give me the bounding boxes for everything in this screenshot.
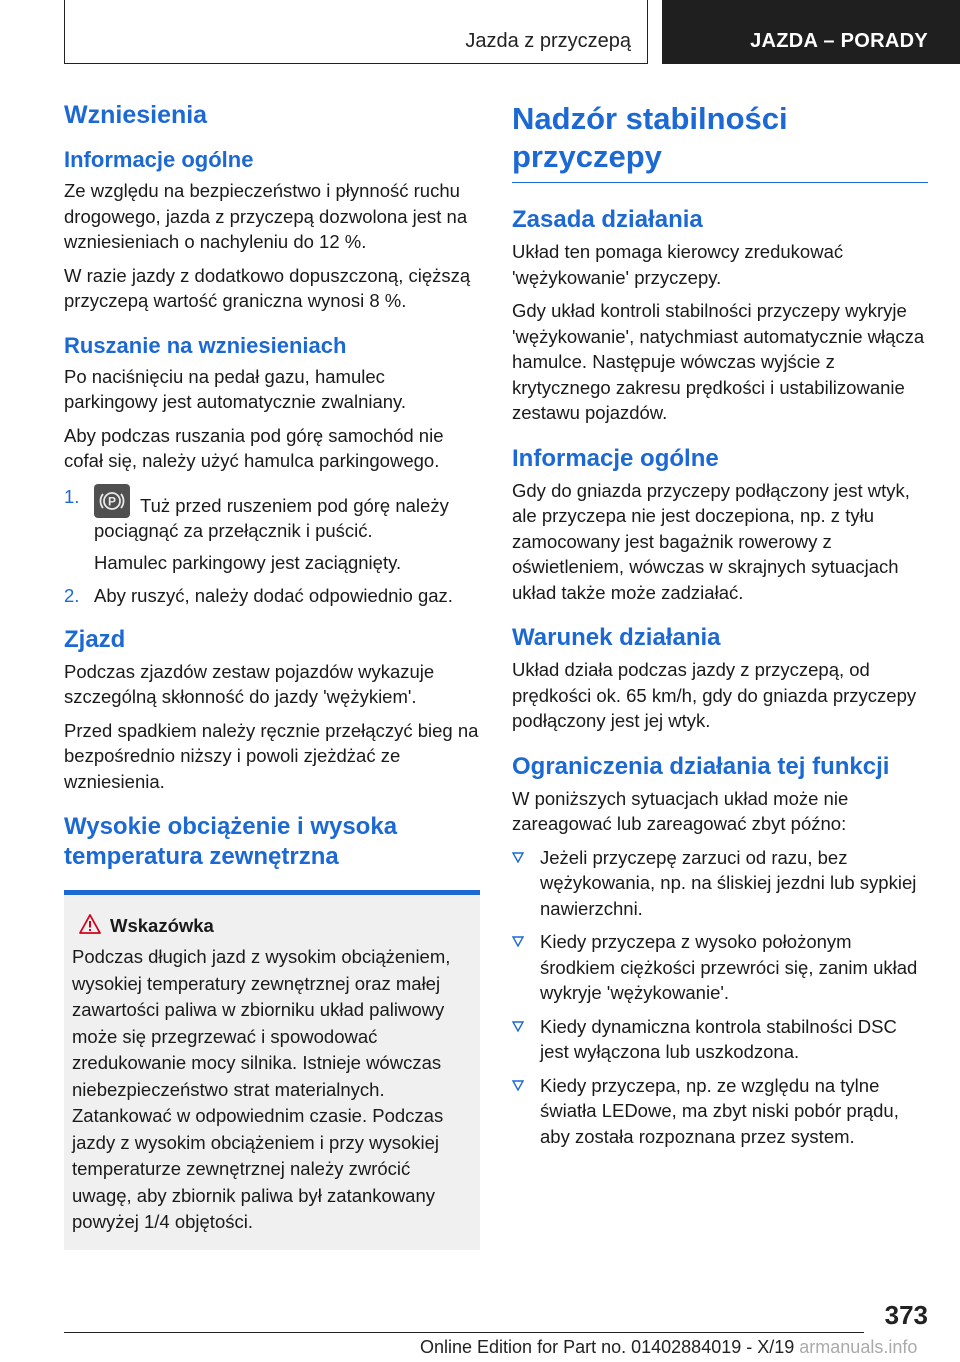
heading-warunek: Warunek działania	[512, 624, 721, 651]
note-title	[72, 913, 472, 938]
heading-info-general: Informacje ogólne	[512, 444, 719, 472]
left-column	[64, 100, 480, 1250]
note-title-text: Wskazówka	[110, 915, 214, 936]
step-subtext: Hamulec parkingowy jest zaciągnięty.	[94, 551, 402, 573]
header-chapter-box	[662, 0, 960, 64]
step-item	[64, 484, 480, 576]
list-item-text: Kiedy przyczepa z wysoko położonym środkiem ciężkości przewróci się, zanim układ wykryje 'wężykowanie'.	[540, 931, 918, 1003]
paragraph: Przed spadkiem należy ręcznie przełączyć bieg na bezpośrednio niższy i powoli zjeżdżać ze wzniesienia.	[64, 719, 479, 792]
paragraph: Ze względu na bezpieczeństwo i płynność ruchu drogowego, jazda z przyczepą dozwolona jest na wzniesieniach o nachyleniu do 12 %.	[64, 180, 468, 252]
paragraph: Układ ten pomaga kierowcy zredukować 'wężykowanie' przyczepy.	[512, 241, 844, 288]
heading-zasada: Zasada działania	[512, 206, 703, 233]
edition-text: Online Edition for Part no. 01402884019 - X/19	[420, 1337, 795, 1357]
list-item-text: Kiedy przyczepa, np. ze względu na tylne światła LEDowe, ma zbyt niski pobór prądu, aby została rozpoznana przez system.	[540, 1074, 899, 1147]
list-item	[512, 845, 928, 922]
paragraph: Gdy do gniazda przyczepy podłączony jest wtyk, ale przyczepa nie jest doczepiona, np. z tyłu zamocowany jest bagażnik rowerowy z oświetleniem, wówczas w skrajnych sytuacjach układ także może zadziałać.	[512, 479, 910, 603]
right-column	[512, 100, 928, 1157]
step-list	[64, 484, 480, 609]
watermark-text: armanuals.info	[799, 1337, 918, 1357]
list-item	[512, 1014, 928, 1065]
triangle-bullet-icon	[512, 935, 524, 947]
paragraph: Gdy układ kontroli stabilności przyczepy wykryje 'wężykowanie', natychmiast automatycznie włącza hamulce. Następuje wówczas wyjście z krytycznego zakresu prędkości i ustabilizowanie zestawu pojazdów.	[512, 300, 925, 423]
step-number: 1.	[64, 485, 80, 507]
heading-ruszanie: Ruszanie na wzniesieniach	[64, 332, 347, 358]
header-section-box	[64, 0, 648, 64]
footer-text	[420, 1337, 950, 1358]
step-text: Aby ruszyć, należy dodać odpowiednio gaz.	[94, 585, 453, 606]
page-number: 373	[884, 1300, 928, 1330]
triangle-bullet-icon	[512, 851, 524, 863]
heading-info-general: Informacje ogólne	[64, 147, 254, 172]
triangle-bullet-icon	[512, 1079, 524, 1091]
main-title-block	[512, 100, 928, 183]
step-number: 2.	[64, 585, 80, 606]
paragraph: Układ działa podczas jazdy z przyczepą, od prędkości ok. 65 km/h, gdy do gniazda przyczepy podłączony jest jej wtyk.	[512, 659, 917, 731]
list-item	[512, 929, 928, 1006]
step-text	[94, 484, 480, 544]
paragraph: Podczas zjazdów zestaw pojazdów wykazuje szczególną skłonność do jazdy 'wężykiem'.	[64, 660, 435, 707]
paragraph: W poniższych sytuacjach układ może nie zareagować lub zareagować zbyt późno:	[512, 787, 849, 834]
paragraph: Aby podczas ruszania pod górę samochód nie cofał się, należy użyć hamulca parkingowego.	[64, 424, 444, 471]
note-box	[64, 890, 480, 1250]
paragraph: W razie jazdy z dodatkowo dopuszczoną, cięższą przyczepą wartość graniczna wynosi 8 %.	[64, 264, 471, 311]
triangle-bullet-icon	[512, 1020, 524, 1032]
note-text: Podczas długich jazd z wysokim obciążeniem, wysokiej temperatury zewnętrznej oraz małej zawartości paliwa w zbiorniku układ paliwowy może się przegrzewać i spowodować zredukowanie mocy silnika. Istnieje wówczas niebezpieczeństwo strat materialnych. Zatankować w odpowiednim czasie. Podczas jazdy z wysokim obciążeniem i przy wysokiej temperaturze zewnętrznej należy zwrócić uwagę, aby zbiornik paliwa był zatankowany powyżej 1/4 objętości.	[72, 946, 451, 1232]
svg-text:P: P	[107, 494, 117, 508]
warning-icon	[78, 913, 102, 935]
step-item	[64, 583, 480, 609]
section-title: Jazda z przyczepą	[465, 30, 631, 52]
list-item	[512, 1073, 928, 1150]
paragraph: Po naciśnięciu na pedał gazu, hamulec parkingowy jest automatycznie zwalniany.	[64, 365, 407, 412]
bullet-list	[512, 845, 928, 1150]
step-text-content: Tuż przed ruszeniem pod górę należy pociągnąć za przełącznik i puścić.	[94, 494, 449, 541]
footer-rule	[64, 1332, 864, 1333]
heading-wysokie: Wysokie obciążenie i wysoka temperatura zewnętrzna	[64, 813, 398, 870]
heading-zjazd: Zjazd	[64, 625, 126, 653]
list-item-text: Jeżeli przyczepę zarzuci od razu, bez wężykowania, np. na śliskiej jezdni lub sypkiej nawierzchni.	[540, 846, 917, 919]
parking-brake-icon	[94, 484, 130, 518]
heading-ograniczenia: Ograniczenia działania tej funkcji	[512, 752, 890, 780]
list-item-text: Kiedy dynamiczna kontrola stabilności DSC jest wyłączona lub uszkodzona.	[540, 1015, 897, 1062]
chapter-title: JAZDA – PORADY	[750, 30, 928, 52]
heading-main: Nadzór stabilności przyczepy	[512, 101, 788, 174]
heading-wzniesienia: Wzniesienia	[64, 101, 208, 129]
